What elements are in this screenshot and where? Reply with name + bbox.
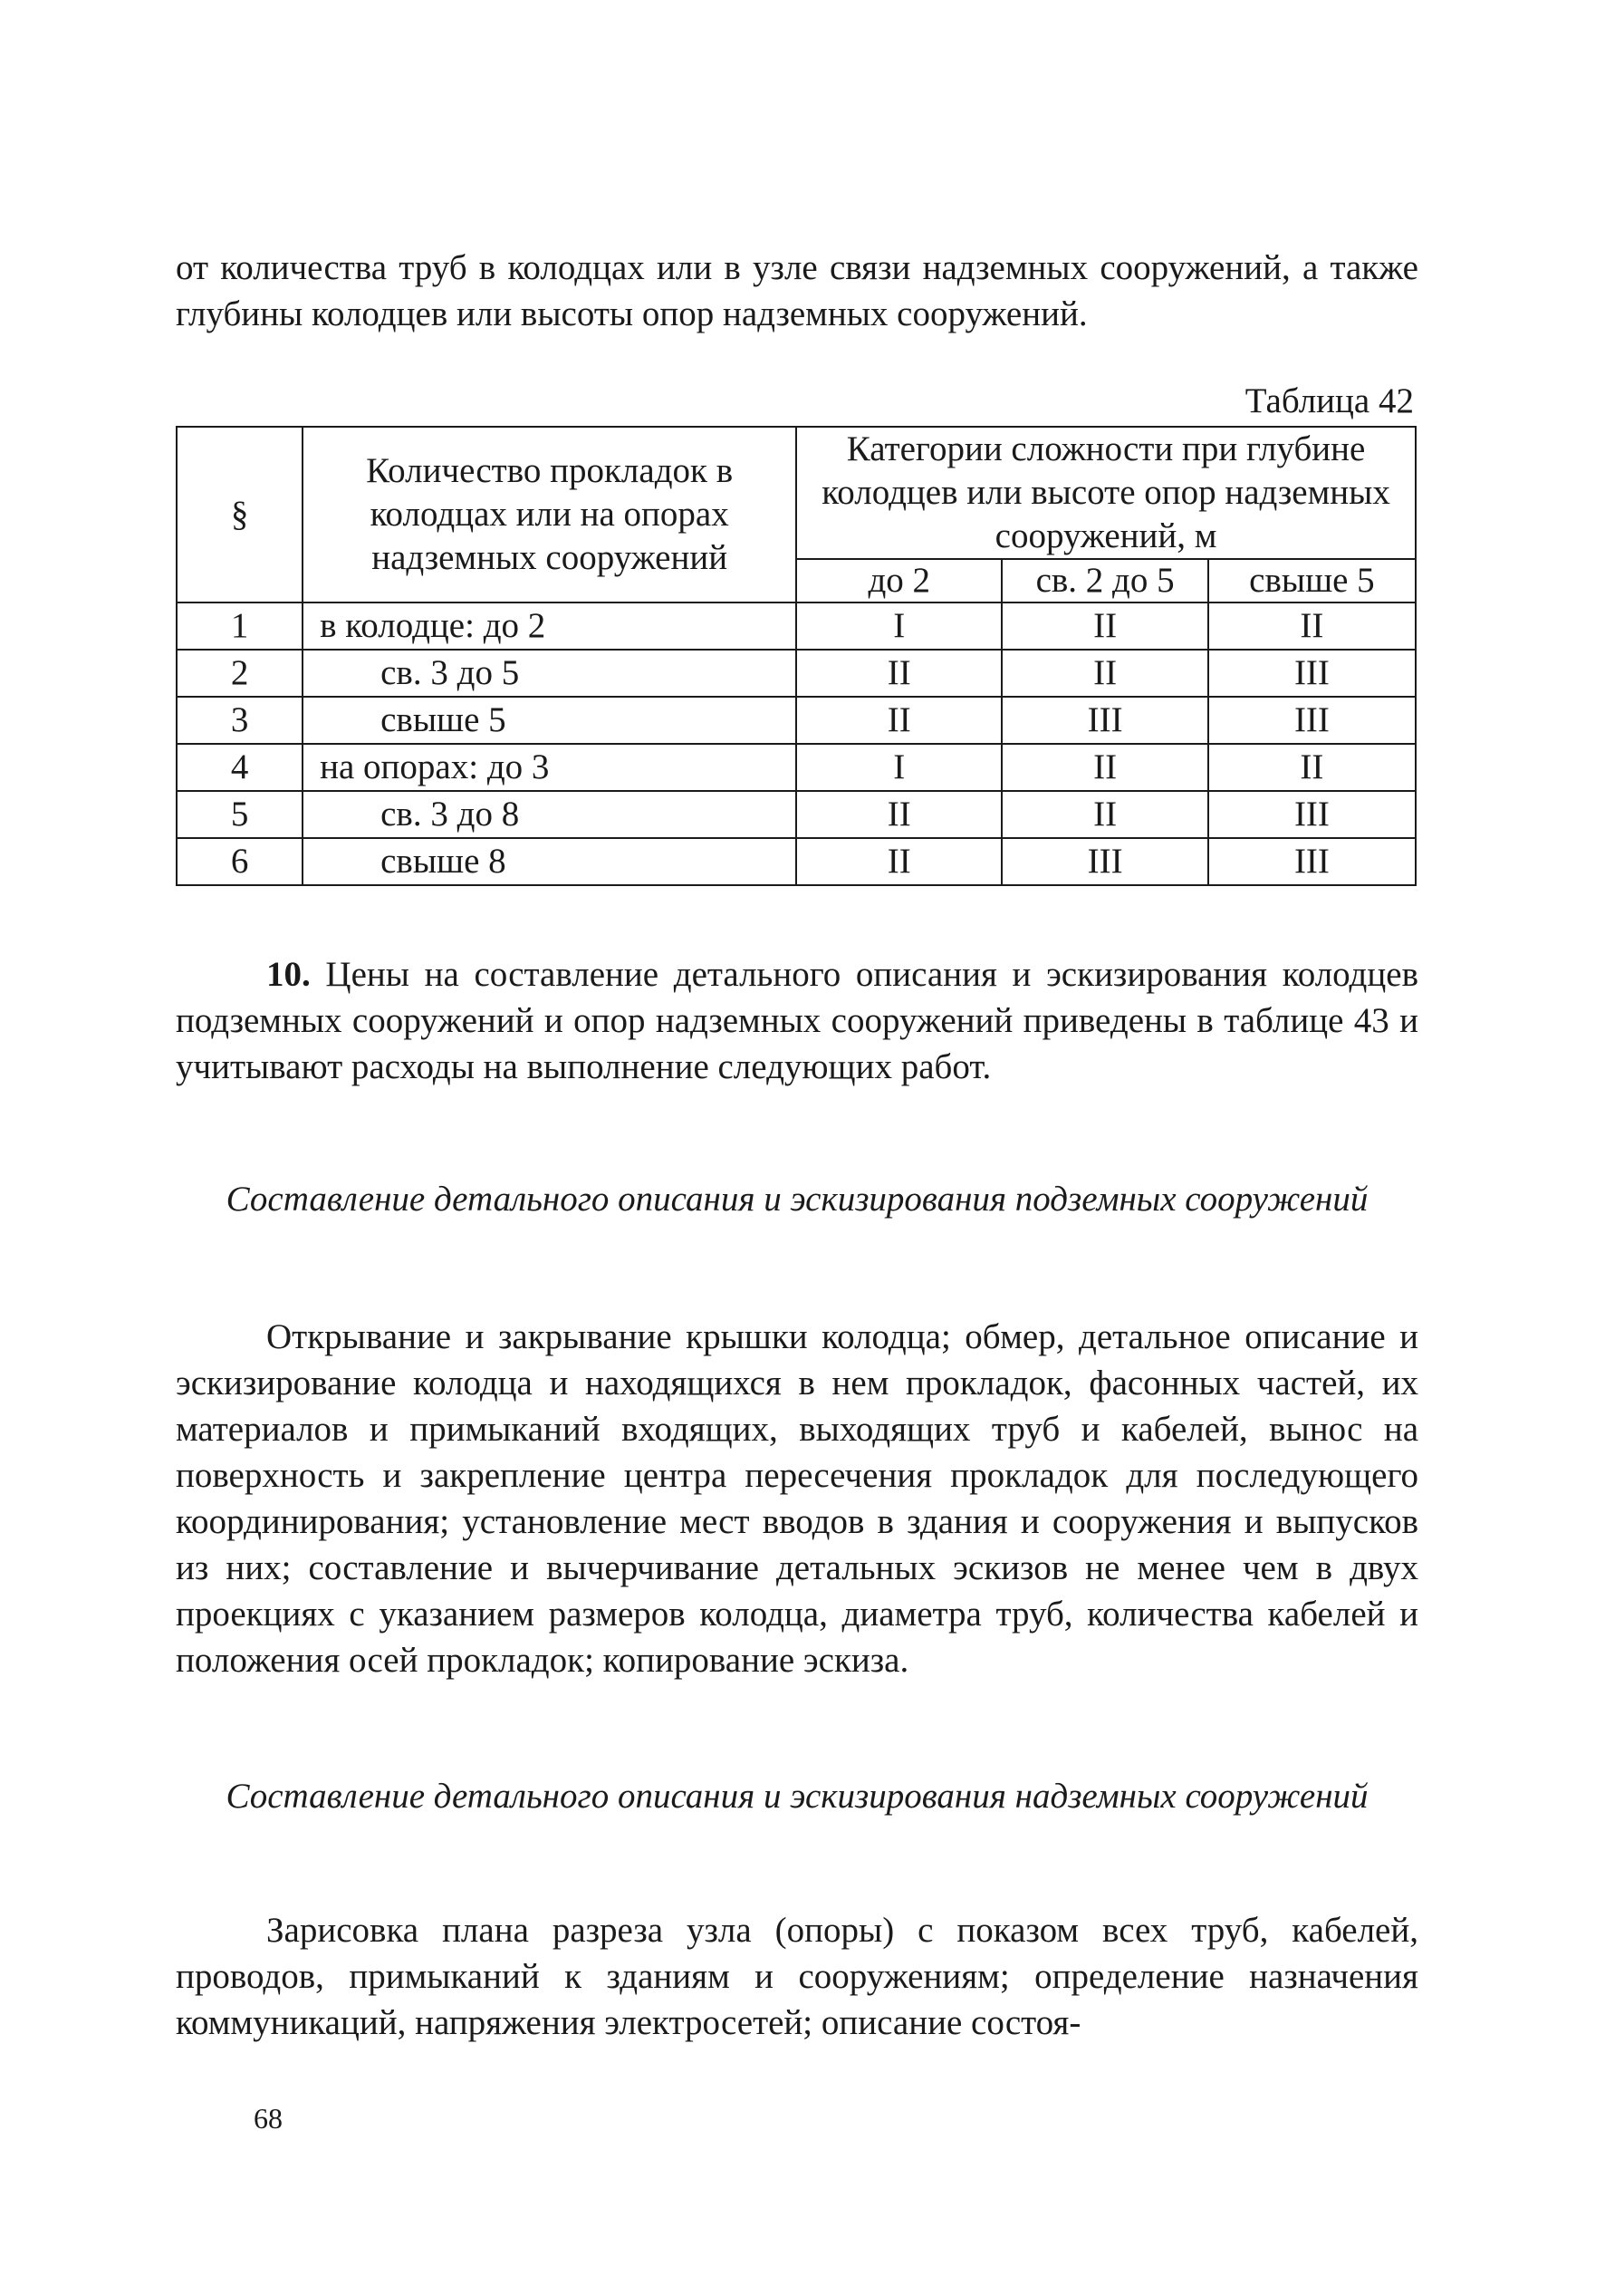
row-cat-2: II — [1002, 650, 1207, 697]
table-row — [177, 650, 1416, 697]
row-label: св. 3 до 8 — [303, 791, 796, 838]
row-label: на опорах: до 3 — [303, 744, 796, 791]
table-header-row — [177, 427, 1416, 559]
page-number: 68 — [254, 2102, 283, 2135]
header-count: Количество прокладок в колодцах или на опорах надземных сооружений — [303, 427, 796, 602]
paragraph-10-text: Цены на составление детального описания и эскизирования колодцев подземных сооружений и опор надземных сооружений приведены в таблице 43 и учитывают расходы на выполнение следующих работ. — [176, 955, 1418, 1086]
row-number: 1 — [177, 602, 303, 650]
table-row — [177, 744, 1416, 791]
row-cat-1: II — [796, 838, 1002, 885]
row-cat-1: II — [796, 650, 1002, 697]
subheader-col-1: до 2 — [796, 559, 1002, 602]
row-label: св. 3 до 5 — [303, 650, 796, 697]
paragraph-aboveground: Зарисовка плана разреза узла (опоры) с показом всех труб, кабелей, проводов, примыканий к зданиям и сооружениям; определение назначения коммуникаций, напряжения электросетей; описание состоя- — [176, 1911, 1418, 2042]
row-number: 6 — [177, 838, 303, 885]
paragraph-underground: Открывание и закрывание крышки колодца; обмер, детальное описание и эскизирование колодца и находящихся в нем прокладок, фасонных частей, их материалов и примыканий входящих, выходящих труб и кабелей, вынос на поверхность и закрепление центра пересечения прокладок для последующего координирования; установление мест вводов в здания и сооружения и выпусков из них; составление и вычерчивание детальных эскизов не менее чем в двух проекциях с указанием размеров колодца, диаметра труб, количества кабелей и положения осей прокладок; копирование эскиза. — [176, 1317, 1418, 1680]
row-cat-3: II — [1208, 602, 1416, 650]
row-number: 2 — [177, 650, 303, 697]
table-caption: Таблица 42 — [1244, 381, 1414, 420]
table-42 — [176, 426, 1417, 886]
row-cat-3: III — [1208, 791, 1416, 838]
row-label: в колодце: до 2 — [303, 602, 796, 650]
table-row — [177, 697, 1416, 744]
table-row — [177, 602, 1416, 650]
row-number: 4 — [177, 744, 303, 791]
table-row — [177, 838, 1416, 885]
intro-paragraph: от количества труб в колодцах или в узле связи надземных сооружений, а также глубины колодцев или высоты опор надземных сооружений. — [176, 248, 1418, 333]
row-label: свыше 5 — [303, 697, 796, 744]
row-cat-1: II — [796, 697, 1002, 744]
row-cat-3: III — [1208, 838, 1416, 885]
paragraph-number: 10. — [266, 955, 311, 994]
row-label: свыше 8 — [303, 838, 796, 885]
row-cat-1: I — [796, 744, 1002, 791]
row-number: 3 — [177, 697, 303, 744]
row-cat-1: II — [796, 791, 1002, 838]
subheader-col-3: свыше 5 — [1208, 559, 1416, 602]
header-category: Категории сложности при глубине колодцев или высоте опор надземных сооружений, м — [796, 427, 1416, 559]
row-cat-3: III — [1208, 650, 1416, 697]
row-cat-3: II — [1208, 744, 1416, 791]
row-cat-2: III — [1002, 697, 1207, 744]
row-cat-3: III — [1208, 697, 1416, 744]
table-row — [177, 791, 1416, 838]
row-number: 5 — [177, 791, 303, 838]
section-heading-underground: Составление детального описания и эскизирования подземных сооружений — [226, 1180, 1369, 1219]
row-cat-1: I — [796, 602, 1002, 650]
row-cat-2: II — [1002, 791, 1207, 838]
section-heading-aboveground: Составление детального описания и эскизирования надземных сооружений — [226, 1777, 1369, 1816]
paragraph-10 — [176, 951, 1418, 1090]
header-section: § — [177, 427, 303, 602]
subheader-col-2: св. 2 до 5 — [1002, 559, 1207, 602]
row-cat-2: II — [1002, 744, 1207, 791]
row-cat-2: II — [1002, 602, 1207, 650]
row-cat-2: III — [1002, 838, 1207, 885]
